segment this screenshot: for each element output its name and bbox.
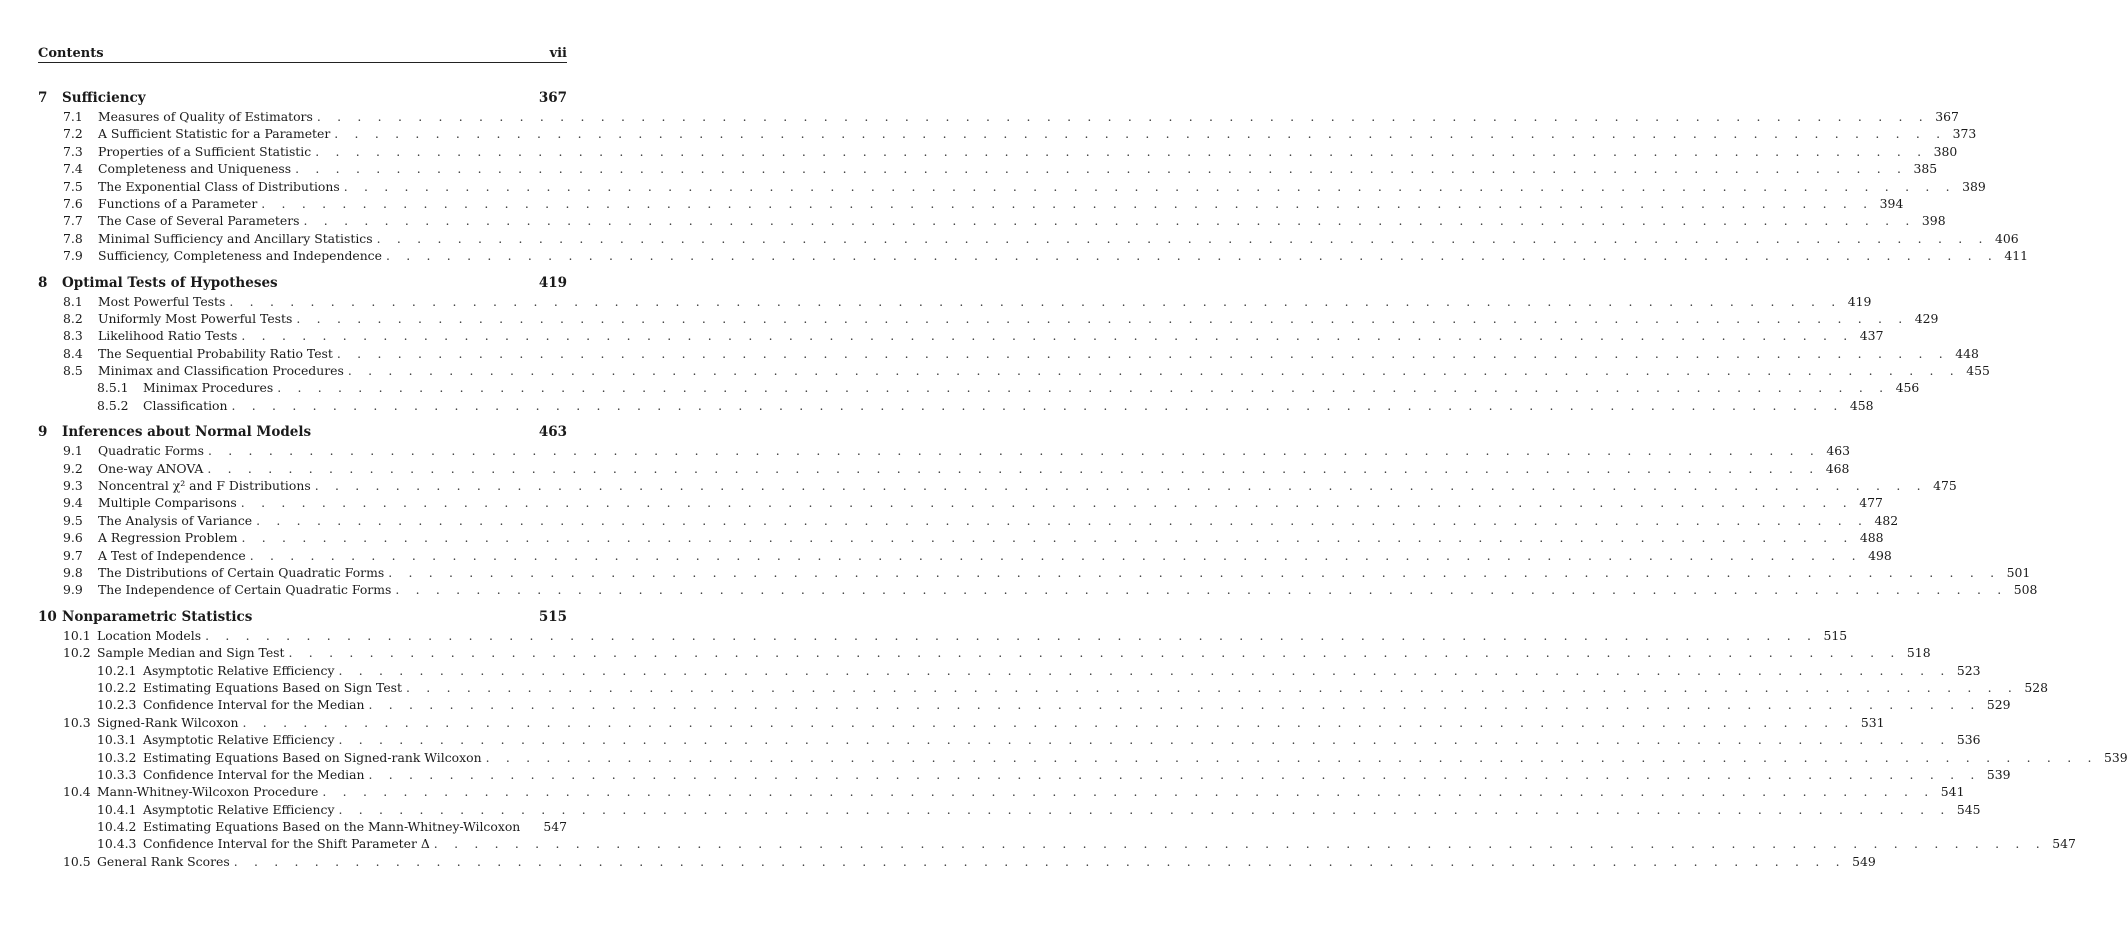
section-number: 10.1	[63, 627, 91, 643]
section-page: 411	[2004, 248, 2029, 264]
section-page: 448	[1955, 345, 1979, 361]
section-entry[interactable]	[38, 627, 1848, 644]
dot-leader: . . . . . . . . . . . . . . . . . . . . . . . . . . . . . . . . . . . . . . . . . . . . . . . . . . . . . . . . . . . . . . . . . . . . . . . . . . . . . . . .	[322, 784, 1935, 800]
section-page: 429	[1914, 310, 1939, 326]
section-entry[interactable]	[38, 327, 1884, 344]
chapter-page: 515	[538, 608, 567, 625]
dot-leader: . . . . . . . . . . . . . . . . . . . . . . . . . . . . . . . . . . . . . . . . . . . . . . . . . . . . . . . . . . . . . . . . . . . . . . . . . . . . . . . .	[205, 627, 1818, 643]
dot-leader: . . . . . . . . . . . . . . . . . . . . . . . . . . . . . . . . . . . . . . . . . . . . . . . . . . . . . . . . . . . . . . . . . . . . . . . . . . . . . . . .	[395, 582, 2008, 598]
section-title: The Analysis of Variance	[98, 512, 253, 528]
subsection-entry[interactable]	[38, 749, 2128, 766]
subsection-entry[interactable]	[38, 379, 1920, 396]
section-title: Mann-Whitney-Wilcoxon Procedure	[97, 784, 319, 800]
section-page: 463	[1826, 443, 1851, 459]
section-title: Functions of a Parameter	[98, 195, 258, 211]
section-title: Asymptotic Relative Efficiency	[143, 662, 335, 678]
section-number: 9.4	[63, 495, 83, 511]
running-header	[38, 43, 567, 61]
section-entry[interactable]	[38, 160, 1938, 177]
section-title: Minimal Sufficiency and Ancillary Statistics	[98, 230, 373, 246]
dot-leader: . . . . . . . . . . . . . . . . . . . . . . . . . . . . . . . . . . . . . . . . . . . . . . . . . . . . . . . . . . . . . . . . . . . . . . . . . . . . . . . .	[338, 662, 1951, 678]
dot-leader: . . . . . . . . . . . . . . . . . . . . . . . . . . . . . . . . . . . . . . . . . . . . . . . . . . . . . . . . . . . . . . . . . . . . . . . . . . . . . . . .	[240, 495, 1853, 511]
section-number: 7.8	[63, 230, 83, 246]
section-number: 7.1	[63, 109, 83, 124]
chapter-heading[interactable]	[38, 89, 567, 108]
chapter-page: 463	[538, 424, 567, 441]
section-title: Measures of Quality of Estimators	[98, 109, 313, 124]
dot-leader: . . . . . . . . . . . . . . . . . . . . . . . . . . . . . . . . . . . . . . . . . . . . . . . . . . . . . . . . . . . . . . . . . . . . . . . . . . . . . . . .	[296, 310, 1909, 326]
section-page: 458	[1849, 397, 1874, 413]
section-page: 547	[2052, 836, 2076, 852]
subsection-entry[interactable]	[38, 731, 1981, 748]
section-page: 508	[2013, 582, 2038, 598]
chapter-heading[interactable]	[38, 423, 567, 442]
section-number: 10.3.2	[97, 749, 137, 765]
section-page: 501	[2006, 564, 2031, 580]
section-page: 468	[1825, 460, 1850, 476]
section-page: 515	[1823, 627, 1848, 643]
section-number: 10.3	[63, 714, 91, 730]
header-page-number: vii	[549, 46, 567, 61]
section-number: 7.3	[63, 143, 83, 159]
section-number: 7.7	[63, 213, 83, 229]
section-page: 419	[1847, 293, 1872, 309]
section-number: 8.5.1	[97, 380, 129, 396]
chapter-page: 419	[538, 274, 567, 291]
section-page: 529	[1986, 697, 2011, 713]
subsection-entry[interactable]	[38, 801, 1981, 818]
dot-leader: . . . . . . . . . . . . . . . . . . . . . . . . . . . . . . . . . . . . . . . . . . . . . . . . . . . . . . . . . . . . . . . . . . . . . . . . . . . . . . . .	[406, 679, 2019, 695]
section-page: 455	[1966, 363, 1990, 379]
section-page: 539	[1986, 766, 2011, 782]
section-entry[interactable]	[38, 581, 2038, 598]
section-title: Minimax Procedures	[143, 380, 274, 396]
header-rule	[38, 62, 567, 63]
dot-leader: . . . . . . . . . . . . . . . . . . . . . . . . . . . . . . . . . . . . . . . . . . . . . . . . . . . . . . . . . . . . . . . . . . . . . . . . . . . . . . . .	[295, 161, 1908, 177]
section-page: 545	[1956, 801, 1981, 817]
dot-leader: . . . . . . . . . . . . . . . . . . . . . . . . . . . . . . . . . . . . . . . . . . . . . . . . . . . . . . . . . . . . . . . . . . . . . . . . . . . . . . . .	[368, 697, 1981, 713]
dot-leader: . . . . . . . . . . . . . . . . . . . . . . . . . . . . . . . . . . . . . . . . . . . . . . . . . . . . . . . . . . . . . . . . . . . . . . . . . . . . . . . .	[368, 766, 1981, 782]
section-title: General Rank Scores	[97, 853, 230, 869]
section-number: 7.4	[63, 161, 83, 177]
section-title: Multiple Comparisons	[98, 495, 237, 511]
chapter-page: 367	[538, 90, 567, 106]
section-number: 10.4.3	[97, 836, 137, 852]
dot-leader: . . . . . . . . . . . . . . . . . . . . . . . . . . . . . . . . . . . . . . . . . . . . . . . . . . . . . . . . . . . . . . . . . . . . . . . . . . . . . . . .	[316, 109, 1929, 124]
section-title: Uniformly Most Powerful Tests	[98, 310, 293, 326]
section-page: 380	[1933, 143, 1958, 159]
section-page: 398	[1921, 213, 1946, 229]
section-page: 518	[1906, 645, 1931, 661]
section-page: 394	[1879, 195, 1904, 211]
section-entry[interactable]	[38, 512, 1899, 529]
section-number: 9.2	[63, 460, 83, 476]
section-entry[interactable]	[38, 293, 1872, 310]
dot-leader: . . . . . . . . . . . . . . . . . . . . . . . . . . . . . . . . . . . . . . . . . . . . . . . . . . . . . . . . . . . . . . . . . . . . . . . . . . . . . . . .	[288, 645, 1901, 661]
section-number: 7.6	[63, 195, 83, 211]
section-number: 8.3	[63, 328, 83, 344]
header-title: Contents	[38, 46, 104, 61]
section-title: Asymptotic Relative Efficiency	[143, 801, 335, 817]
section-page: 367	[1935, 109, 1959, 124]
section-number: 9.5	[63, 512, 83, 528]
section-entry[interactable]	[38, 230, 2019, 247]
section-number: 8.5	[63, 363, 83, 379]
dot-leader: . . . . . . . . . . . . . . . . . . . . . . . . . . . . . . . . . . . . . . . . . . . . . . . . . . . . . . . . . . . . . . . . . . . . . . . . . . . . . . . .	[241, 530, 1854, 546]
section-number: 10.3.1	[97, 732, 137, 748]
section-entry[interactable]	[38, 442, 1851, 459]
section-number: 9.8	[63, 564, 83, 580]
section-title: Sample Median and Sign Test	[97, 645, 285, 661]
subsection-entry[interactable]	[38, 662, 1981, 679]
section-entry[interactable]	[38, 247, 2029, 264]
subsection-entry[interactable]	[38, 766, 2011, 783]
chapter-7	[38, 89, 2029, 265]
section-page: 523	[1956, 662, 1981, 678]
section-title: Classification	[143, 397, 228, 413]
section-title: Asymptotic Relative Efficiency	[143, 732, 335, 748]
section-page: 536	[1956, 732, 1981, 748]
section-title: Estimating Equations Based on the Mann-Whitney-Wilcoxon	[143, 819, 521, 835]
section-title: The Distributions of Certain Quadratic Forms	[98, 564, 385, 580]
section-number: 10.4.2	[97, 819, 137, 835]
section-number: 10.2	[63, 645, 91, 661]
section-page: 389	[1962, 178, 1986, 194]
dot-leader: . . . . . . . . . . . . . . . . . . . . . . . . . . . . . . . . . . . . . . . . . . . . . . . . . . . . . . . . . . . . . . . . . . . . . . . . . . . . . . . .	[376, 230, 1989, 246]
chapter-9	[38, 423, 2038, 599]
section-entry[interactable]	[38, 564, 2031, 581]
dot-leader: . . . . . . . . . . . . . . . . . . . . . . . . . . . . . . . . . . . . . . . . . . . . . . . . . . . . . . . . . . . . . . . . . . . . . . . . . . . . . . . .	[241, 328, 1854, 344]
section-entry[interactable]	[38, 644, 1931, 661]
section-title: The Independence of Certain Quadratic Forms	[98, 582, 392, 598]
dot-leader: . . . . . . . . . . . . . . . . . . . . . . . . . . . . . . . . . . . . . . . . . . . . . . . . . . . . . . . . . . . . . . . . . . . . . . . . . . . . . . . .	[315, 143, 1928, 159]
section-entry[interactable]	[38, 195, 1904, 212]
dot-leader: . . . . . . . . . . . . . . . . . . . . . . . . . . . . . . . . . . . . . . . . . . . . . . . . . . . . . . . . . . . . . . . . . . . . . . . . . . . . . . . .	[261, 195, 1874, 211]
section-page: 385	[1913, 161, 1938, 177]
section-entry[interactable]	[38, 345, 1979, 362]
section-entry[interactable]	[38, 477, 1957, 494]
section-entry[interactable]	[38, 212, 1946, 229]
chapter-heading[interactable]	[38, 608, 567, 627]
dot-leader: . . . . . . . . . . . . . . . . . . . . . . . . . . . . . . . . . . . . . . . . . . . . . . . . . . . . . . . . . . . . . . . . . . . . . . . . . . . . . . . .	[314, 478, 1927, 494]
section-entry[interactable]	[38, 178, 1986, 195]
section-number: 10.2.3	[97, 697, 137, 713]
section-entry[interactable]	[38, 547, 1892, 564]
section-number: 7.5	[63, 178, 83, 194]
section-entry[interactable]	[38, 494, 1883, 511]
section-title: Signed-Rank Wilcoxon	[97, 714, 239, 730]
dot-leader: . . . . . . . . . . . . . . . . . . . . . . . . . . . . . . . . . . . . . . . . . . . . . . . . . . . . . . . . . . . . . . . . . . . . . . . . . . . . . . . .	[485, 749, 2098, 765]
section-number: 9.6	[63, 530, 83, 546]
section-entry[interactable]	[38, 125, 1977, 142]
chapter-title: Nonparametric Statistics	[62, 608, 253, 625]
section-title: Sufficiency, Completeness and Independence	[98, 248, 382, 264]
section-entry[interactable]	[38, 460, 1850, 477]
section-entry[interactable]	[38, 362, 1990, 379]
section-title: The Exponential Class of Distributions	[98, 178, 340, 194]
table-of-contents	[38, 89, 2128, 879]
chapter-title: Inferences about Normal Models	[62, 424, 312, 441]
dot-leader: . . . . . . . . . . . . . . . . . . . . . . . . . . . . . . . . . . . . . . . . . . . . . . . . . . . . . . . . . . . . . . . . . . . . . . . . . . . . . . . .	[338, 801, 1951, 817]
section-page: 475	[1933, 478, 1957, 494]
section-number: 9.3	[63, 478, 83, 494]
dot-leader: . . . . . . . . . . . . . . . . . . . . . . . . . . . . . . . . . . . . . . . . . . . . . . . . . . . . . . . . . . . . . . . . . . . . . . . . . . . . . . . .	[277, 380, 1890, 396]
chapter-heading[interactable]	[38, 274, 567, 293]
section-number: 9.9	[63, 582, 83, 598]
dot-leader: . . . . . . . . . . . . . . . . . . . . . . . . . . . . . . . . . . . . . . . . . . . . . . . . . . . . . . . . . . . . . . . . . . . . . . . . . . . . . . . .	[208, 443, 1821, 459]
section-title: The Sequential Probability Ratio Test	[98, 345, 333, 361]
dot-leader: . . . . . . . . . . . . . . . . . . . . . . . . . . . . . . . . . . . . . . . . . . . . . . . . . . . . . . . . . . . . . . . . . . . . . . . . . . . . . . . .	[229, 293, 1842, 309]
section-number: 10.2.1	[97, 662, 137, 678]
dot-leader: . . . . . . . . . . . . . . . . . . . . . . . . . . . . . . . . . . . . . . . . . . . . . . . . . . . . . . . . . . . . . . . . . . . . . . . . . . . . . . . .	[388, 564, 2001, 580]
section-title: Confidence Interval for the Median	[143, 766, 365, 782]
section-page: 498	[1868, 547, 1892, 563]
section-entry[interactable]	[38, 853, 1876, 870]
section-page: 539	[2103, 749, 2128, 765]
section-page: 456	[1895, 380, 1920, 396]
dot-leader: . . . . . . . . . . . . . . . . . . . . . . . . . . . . . . . . . . . . . . . . . . . . . . . . . . . . . . . . . . . . . . . . . . . . . . . . . . . . . . . .	[385, 248, 1999, 264]
section-title: Location Models	[97, 627, 202, 643]
section-entry[interactable]	[38, 529, 1884, 546]
section-page: 547	[543, 819, 567, 835]
dot-leader: . . . . . . . . . . . . . . . . . . . . . . . . . . . . . . . . . . . . . . . . . . . . . . . . . . . . . . . . . . . . . . . . . . . . . . . . . . . . . . . .	[433, 836, 2046, 852]
section-page: 549	[1852, 853, 1876, 869]
section-title: Most Powerful Tests	[98, 293, 226, 309]
section-title: One-way ANOVA	[98, 460, 204, 476]
dot-leader: . . . . . . . . . . . . . . . . . . . . . . . . . . . . . . . . . . . . . . . . . . . . . . . . . . . . . . . . . . . . . . . . . . . . . . . . . . . . . . . .	[207, 460, 1820, 476]
section-number: 9.7	[63, 547, 83, 563]
section-title: Completeness and Uniqueness	[98, 161, 292, 177]
chapter-number: 8	[38, 274, 48, 291]
section-page: 477	[1859, 495, 1883, 511]
section-number: 8.2	[63, 310, 83, 326]
section-entry[interactable]	[38, 108, 1959, 125]
chapter-title: Sufficiency	[62, 90, 146, 106]
subsection-entry[interactable]	[38, 397, 1874, 414]
dot-leader: . . . . . . . . . . . . . . . . . . . . . . . . . . . . . . . . . . . . . . . . . . . . . . . . . . . . . . . . . . . . . . . . . . . . . . . . . . . . . . . .	[231, 397, 1844, 413]
section-page: 528	[2024, 679, 2049, 695]
section-entry[interactable]	[38, 310, 1939, 327]
subsection-entry[interactable]	[38, 835, 2076, 852]
section-title: A Test of Independence	[98, 547, 246, 563]
subsection-entry[interactable]	[38, 696, 2011, 713]
section-number: 9.1	[63, 443, 83, 459]
section-page: 373	[1952, 126, 1977, 142]
section-page: 488	[1859, 530, 1884, 546]
chapter-8	[38, 274, 1990, 415]
dot-leader: . . . . . . . . . . . . . . . . . . . . . . . . . . . . . . . . . . . . . . . . . . . . . . . . . . . . . . . . . . . . . . . . . . . . . . . . . . . . . . . .	[334, 126, 1947, 142]
section-number: 8.1	[63, 293, 83, 309]
section-title: A Regression Problem	[98, 530, 238, 546]
section-number: 10.5	[63, 853, 91, 869]
section-number: 7.2	[63, 126, 83, 142]
section-title: Noncentral χ² and F Distributions	[98, 478, 311, 494]
section-title: A Sufficient Statistic for a Parameter	[98, 126, 331, 142]
section-title: Quadratic Forms	[98, 443, 204, 459]
section-title: Likelihood Ratio Tests	[98, 328, 238, 344]
section-page: 531	[1860, 714, 1885, 730]
section-number: 10.4	[63, 784, 91, 800]
dot-leader: . . . . . . . . . . . . . . . . . . . . . . . . . . . . . . . . . . . . . . . . . . . . . . . . . . . . . . . . . . . . . . . . . . . . . . . . . . . . . . . .	[338, 732, 1951, 748]
dot-leader: . . . . . . . . . . . . . . . . . . . . . . . . . . . . . . . . . . . . . . . . . . . . . . . . . . . . . . . . . . . . . . . . . . . . . . . . . . . . . . . .	[256, 512, 1869, 528]
chapter-title: Optimal Tests of Hypotheses	[62, 274, 278, 291]
section-entry[interactable]	[38, 783, 1965, 800]
dot-leader: . . . . . . . . . . . . . . . . . . . . . . . . . . . . . . . . . . . . . . . . . . . . . . . . . . . . . . . . . . . . . . . . . . . . . . . . . . . . . . . .	[336, 345, 1949, 361]
section-title: Estimating Equations Based on Sign Test	[143, 679, 403, 695]
section-page: 406	[1995, 230, 2019, 246]
section-entry[interactable]	[38, 714, 1885, 731]
section-number: 10.3.3	[97, 766, 137, 782]
chapter-number: 9	[38, 424, 48, 441]
chapter-10	[38, 608, 2128, 870]
section-title: Properties of a Sufficient Statistic	[98, 143, 312, 159]
dot-leader: . . . . . . . . . . . . . . . . . . . . . . . . . . . . . . . . . . . . . . . . . . . . . . . . . . . . . . . . . . . . . . . . . . . . . . . . . . . . . . . .	[233, 853, 1846, 869]
dot-leader: . . . . . . . . . . . . . . . . . . . . . . . . . . . . . . . . . . . . . . . . . . . . . . . . . . . . . . . . . . . . . . . . . . . . . . . . . . . . . . . .	[343, 178, 1956, 194]
subsection-entry[interactable]	[38, 679, 2049, 696]
section-entry[interactable]	[38, 143, 1958, 160]
section-number: 7.9	[63, 248, 83, 264]
section-title: The Case of Several Parameters	[98, 213, 300, 229]
chapter-number: 10	[38, 608, 57, 625]
section-number: 10.4.1	[97, 801, 137, 817]
section-page: 437	[1859, 328, 1884, 344]
section-title: Confidence Interval for the Shift Parameter Δ	[143, 836, 430, 852]
section-title: Minimax and Classification Procedures	[98, 363, 344, 379]
section-title: Estimating Equations Based on Signed-rank Wilcoxon	[143, 749, 482, 765]
section-page: 541	[1940, 784, 1965, 800]
section-number: 8.4	[63, 345, 83, 361]
dot-leader: . . . . . . . . . . . . . . . . . . . . . . . . . . . . . . . . . . . . . . . . . . . . . . . . . . . . . . . . . . . . . . . . . . . . . . . . . . . . . . . .	[347, 363, 1960, 379]
dot-leader: . . . . . . . . . . . . . . . . . . . . . . . . . . . . . . . . . . . . . . . . . . . . . . . . . . . . . . . . . . . . . . . . . . . . . . . . . . . . . . . .	[303, 213, 1916, 229]
dot-leader: . . . . . . . . . . . . . . . . . . . . . . . . . . . . . . . . . . . . . . . . . . . . . . . . . . . . . . . . . . . . . . . . . . . . . . . . . . . . . . . .	[242, 714, 1855, 730]
section-number: 8.5.2	[97, 397, 129, 413]
section-page: 482	[1874, 512, 1899, 528]
section-number: 10.2.2	[97, 679, 137, 695]
subsection-entry[interactable]	[38, 818, 567, 835]
chapter-number: 7	[38, 90, 48, 106]
section-title: Confidence Interval for the Median	[143, 697, 365, 713]
dot-leader: . . . . . . . . . . . . . . . . . . . . . . . . . . . . . . . . . . . . . . . . . . . . . . . . . . . . . . . . . . . . . . . . . . . . . . . . . . . . . . . .	[249, 547, 1862, 563]
